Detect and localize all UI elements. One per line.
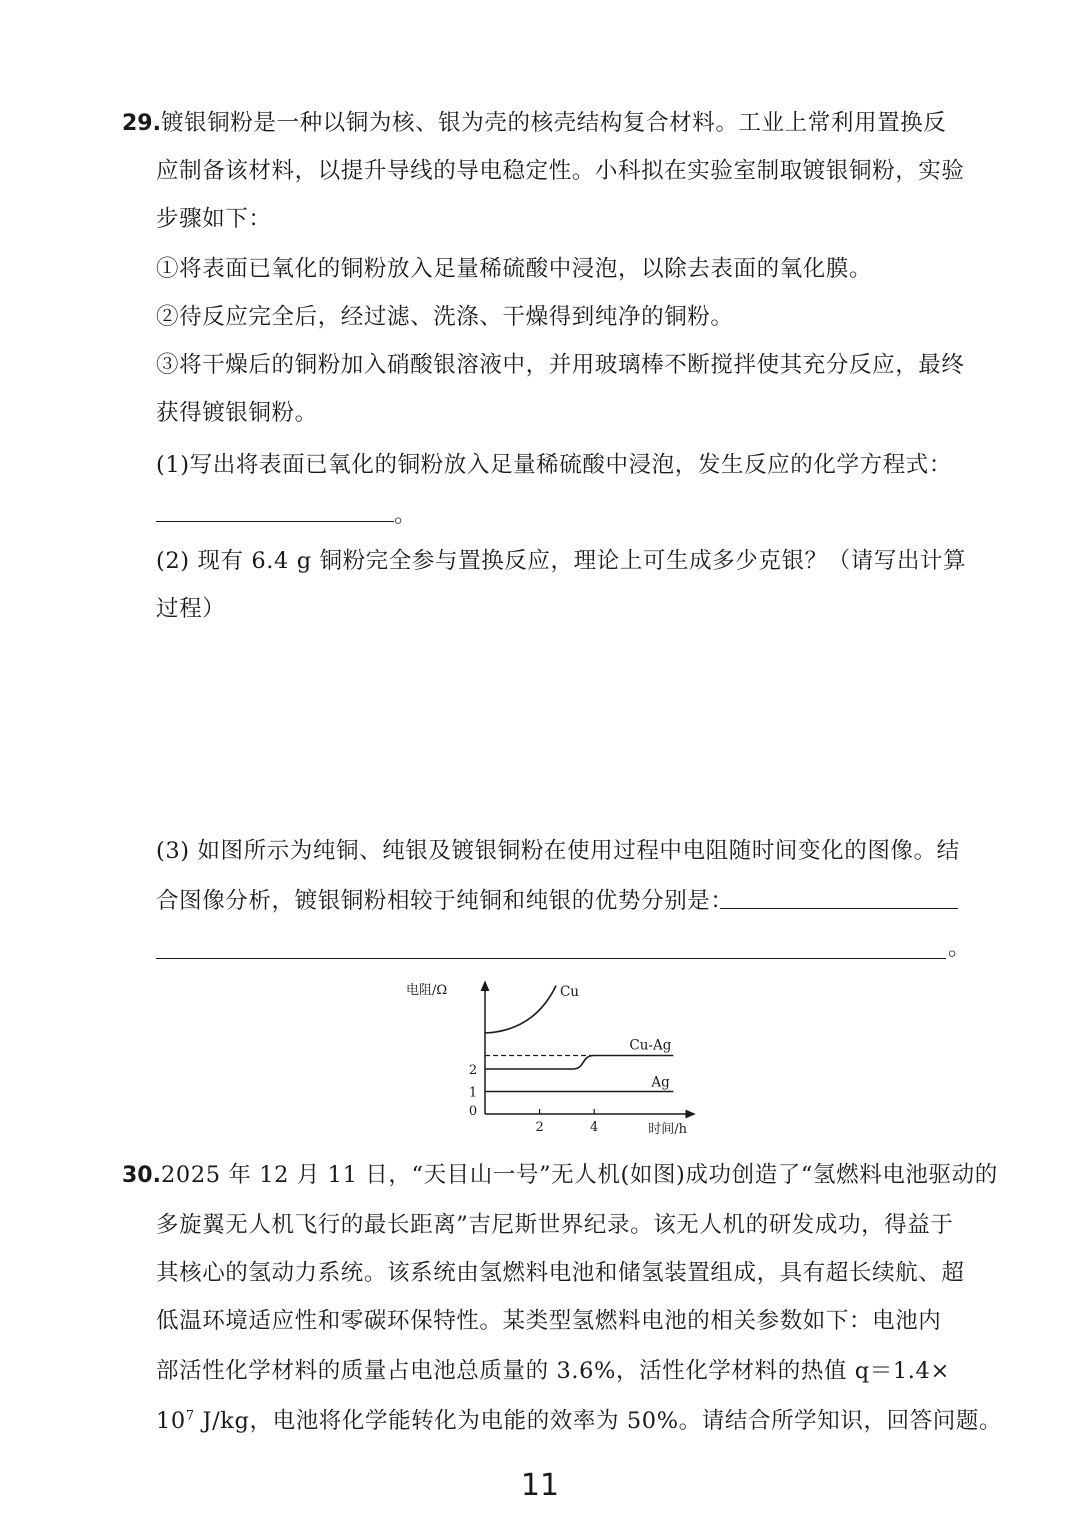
q29-step-2: ②待反应完全后，经过滤、洗涤、干燥得到纯净的铜粉。 <box>156 304 734 330</box>
y-tick-label: 2 <box>468 1063 478 1078</box>
x-axis-label: 时间/h <box>648 1122 688 1137</box>
series-line-cu-ag <box>485 1056 673 1070</box>
q30-text-1: 2025 年 12 月 11 日，“天目山一号”无人机(如图)成功创造了“氢燃料电池驱动的 <box>160 1162 998 1188</box>
q29-part3-question: (3) 如图所示为纯铜、纯银及镀银铜粉在使用过程中电阻随时间变化的图像。结 <box>156 838 960 864</box>
q29-part3-question-cont: 合图像分析，镀银铜粉相较于纯铜和纯银的优势分别是： <box>156 888 734 914</box>
q29-part1-answer-row <box>156 497 417 529</box>
q30-heat-value-exponent: 7 <box>185 1408 195 1424</box>
series-label-cu: Cu <box>559 983 580 1000</box>
q29-intro-1: 镀银铜粉是一种以铜为核、银为壳的核壳结构复合材料。工业上常利用置换反 <box>160 110 947 136</box>
series-label-ag: Ag <box>651 1074 670 1091</box>
q29-step-3-cont: 获得镀银铜粉。 <box>156 400 318 426</box>
q30-text-3: 其核心的氢动力系统。该系统由氢燃料电池和储氢装置组成，具有超长续航、超 <box>156 1260 965 1286</box>
q30-text-6-rest: J/kg，电池将化学能转化为电能的效率为 50%。请结合所学知识，回答问题。 <box>194 1408 1003 1434</box>
q29-step-1: ①将表面已氧化的铜粉放入足量稀硫酸中浸泡，以除去表面的氧化膜。 <box>156 256 873 282</box>
q29-part2-question: (2) 现有 6.4 g 铜粉完全参与置换反应，理论上可生成多少克银？（请写出计算 <box>156 548 967 574</box>
series-label-cu-ag: Cu-Ag <box>629 1037 672 1054</box>
q29-part1-question: (1)写出将表面已氧化的铜粉放入足量稀硫酸中浸泡，发生反应的化学方程式： <box>156 452 952 478</box>
q29-line-1 <box>122 105 946 137</box>
y-tick-label: 1 <box>468 1085 478 1101</box>
q29-part1-answer-blank[interactable] <box>156 520 394 522</box>
q30-text-6 <box>156 1403 1002 1435</box>
series-line-cu <box>485 986 556 1033</box>
q29-part3-answer-blank-1[interactable] <box>720 908 958 909</box>
q29-intro-3: 步骤如下： <box>156 206 272 232</box>
q30-heat-value-base: 10 <box>156 1408 186 1434</box>
y-tick-label: 0 <box>468 1104 478 1119</box>
q29-intro-2: 应制备该材料，以提升导线的导电稳定性。小科拟在实验室制取镀银铜粉，实验 <box>156 158 965 184</box>
q30-number: 30. <box>122 1163 161 1188</box>
page-number: 11 <box>520 1468 560 1503</box>
q29-part3-period: 。 <box>948 935 972 961</box>
q29-part3-answer-blank-2[interactable] <box>156 958 946 959</box>
x-tick-label: 2 <box>535 1120 544 1135</box>
q29-part2-question-cont: 过程） <box>156 596 226 622</box>
y-axis-label: 电阻/Ω <box>406 983 448 998</box>
q30-text-5: 部活性化学材料的质量占电池总质量的 3.6%，活性化学材料的热值 q＝1.4× <box>156 1358 950 1384</box>
q30-line-1 <box>122 1157 998 1189</box>
q30-text-2: 多旋翼无人机飞行的最长距离”吉尼斯世界纪录。该无人机的研发成功，得益于 <box>156 1212 954 1238</box>
resistance-time-chart <box>400 970 700 1140</box>
q29-step-3: ③将干燥后的铜粉加入硝酸银溶液中，并用玻璃棒不断搅拌使其充分反应，最终 <box>156 352 965 378</box>
q29-part1-period: 。 <box>394 502 418 528</box>
q29-number: 29. <box>122 111 161 136</box>
x-tick-label: 4 <box>590 1120 599 1135</box>
q30-text-4: 低温环境适应性和零碳环保特性。某类型氢燃料电池的相关参数如下：电池内 <box>156 1308 942 1334</box>
